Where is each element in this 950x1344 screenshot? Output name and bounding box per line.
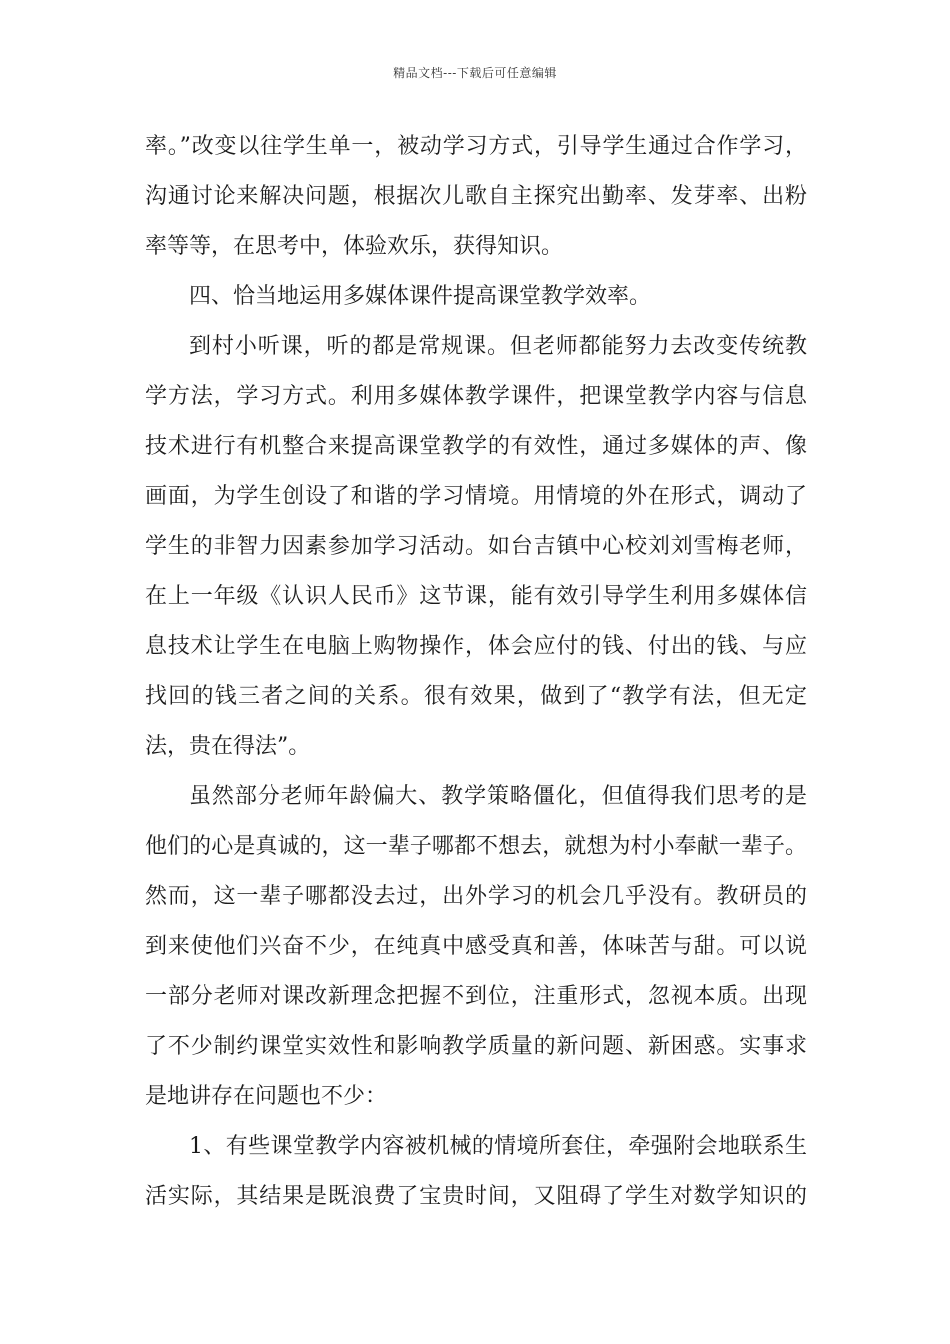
- text-line: 虽然部分老师年龄偏大、教学策略僵化，但值得我们思考的是: [189, 784, 807, 809]
- text-line: 了不少制约课堂实效性和影响教学质量的新问题、新困惑。实事求: [145, 1034, 807, 1059]
- text-line: 1、有些课堂教学内容被机械的情境所套住，牵强附会地联系生: [189, 1134, 807, 1159]
- text-line: 沟通讨论来解决问题，根据次儿歌自主探究出勤率、发芽率、出粉: [145, 184, 807, 209]
- section-heading: 四、恰当地运用多媒体课件提高课堂教学效率。: [189, 284, 652, 309]
- text-line: 是地讲存在问题也不少：: [145, 1084, 388, 1109]
- text-line: 在上一年级《认识人民币》这节课，能有效引导学生利用多媒体信: [145, 584, 807, 609]
- text-line: 法，贵在得法”。: [145, 734, 311, 759]
- text-line: 活实际，其结果是既浪费了宝贵时间，又阻碍了学生对数学知识的: [145, 1184, 807, 1209]
- page-header: 精品文档---下载后可任意编辑: [393, 66, 557, 80]
- text-line: 然而，这一辈子哪都没去过，出外学习的机会几乎没有。教研员的: [145, 884, 807, 909]
- text-line: 画面，为学生创设了和谐的学习情境。用情境的外在形式，调动了: [145, 484, 807, 509]
- text-line: 找回的钱三者之间的关系。很有效果，做到了“教学有法，但无定: [145, 684, 807, 709]
- text-line: 技术进行有机整合来提高课堂教学的有效性，通过多媒体的声、像: [145, 434, 807, 459]
- text-line: 学生的非智力因素参加学习活动。如台吉镇中心校刘刘雪梅老师，: [145, 534, 807, 559]
- document-body: [145, 122, 807, 1222]
- text-line: 率。”改变以往学生单一，被动学习方式，引导学生通过合作学习，: [145, 134, 807, 159]
- text-line: 到村小听课，听的都是常规课。但老师都能努力去改变传统教: [189, 334, 807, 359]
- text-line: 他们的心是真诚的，这一辈子哪都不想去，就想为村小奉献一辈子。: [145, 834, 807, 859]
- text-line: 到来使他们兴奋不少，在纯真中感受真和善，体味苦与甜。可以说: [145, 934, 807, 959]
- text-line: 一部分老师对课改新理念把握不到位，注重形式，忽视本质。出现: [145, 984, 807, 1009]
- text-line: 学方法，学习方式。利用多媒体教学课件，把课堂教学内容与信息: [145, 384, 807, 409]
- text-line: 息技术让学生在电脑上购物操作，体会应付的钱、付出的钱、与应: [145, 634, 807, 659]
- text-line: 率等等，在思考中，体验欢乐，获得知识。: [145, 234, 564, 259]
